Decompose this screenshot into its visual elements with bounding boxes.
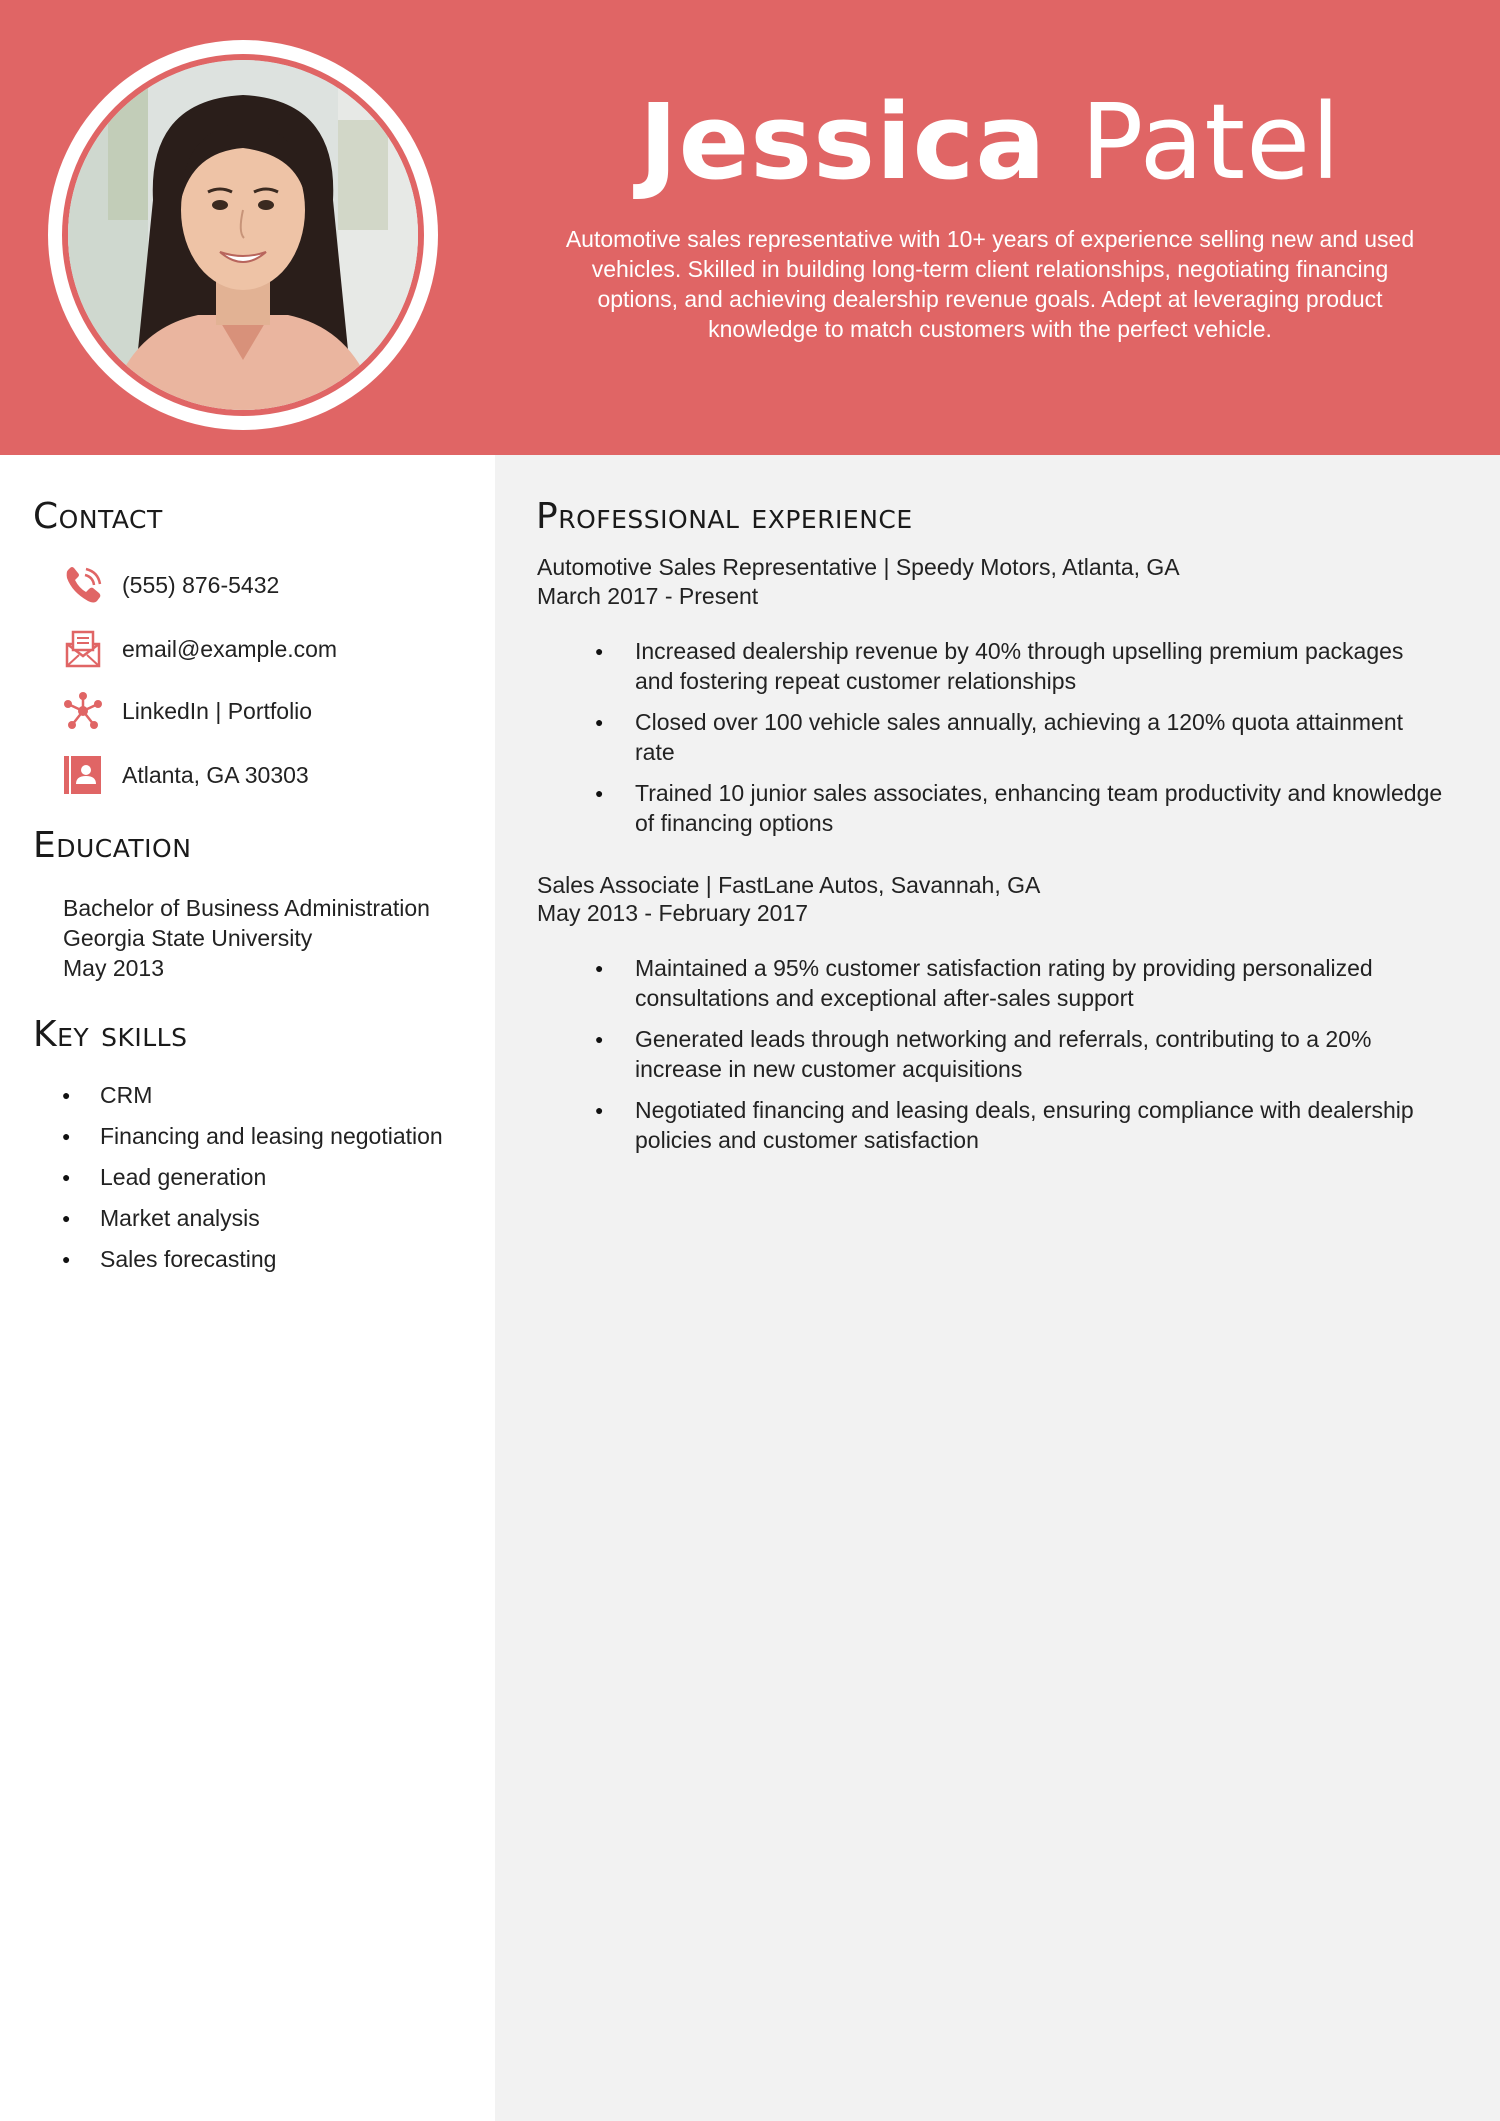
degree: Bachelor of Business Administration xyxy=(63,895,430,921)
profile-photo-frame xyxy=(48,40,438,430)
list-item: ● Negotiated financing and leasing deals, ensuring compliance with dealership policies and customer satisfaction xyxy=(595,1095,1445,1155)
job-dates: March 2017 - Present xyxy=(537,583,759,609)
network-icon xyxy=(62,690,104,732)
list-item: ● Market analysis xyxy=(62,1203,443,1244)
list-item: ● Maintained a 95% customer satisfaction rating by providing personalized consultations and exceptional after-sales support xyxy=(595,953,1445,1013)
contact-email xyxy=(62,628,482,672)
email-icon xyxy=(62,628,104,670)
school: Georgia State University xyxy=(63,925,313,951)
list-item: ● Closed over 100 vehicle sales annually, achieving a 120% quota attainment rate xyxy=(595,707,1445,767)
list-item: ● Lead generation xyxy=(62,1162,443,1203)
phone-number: (555) 876-5432 xyxy=(122,572,280,598)
header-banner xyxy=(0,0,1500,455)
profile-summary: Automotive sales representative with 10+ years of experience selling new and used vehicles. Skilled in building long-term client relationships, negotiating financing options, and achieving dealership revenue goals. Adept at leveraging product knowledge to match customers with the perfect vehicle. xyxy=(565,226,1415,342)
contact-phone xyxy=(62,564,482,608)
graduation-date: May 2013 xyxy=(63,955,165,981)
location: Atlanta, GA 30303 xyxy=(122,762,309,788)
linkedin-portfolio: LinkedIn | Portfolio xyxy=(122,698,313,724)
contact-linkedin xyxy=(62,690,482,734)
phone-icon xyxy=(62,564,104,606)
job-title: Sales Associate | FastLane Autos, Savannah, GA xyxy=(537,872,1041,898)
job-title: Automotive Sales Representative | Speedy Motors, Atlanta, GA xyxy=(537,554,1180,580)
profile-photo xyxy=(68,60,418,410)
education-heading: Education xyxy=(33,825,192,866)
list-item: ● CRM xyxy=(62,1080,443,1121)
list-item: ● Trained 10 junior sales associates, enhancing team productivity and knowledge of financing options xyxy=(595,778,1445,838)
job-dates: May 2013 - February 2017 xyxy=(537,900,809,926)
last-name: Patel xyxy=(1080,81,1341,203)
list-item: ● Sales forecasting xyxy=(62,1244,443,1285)
list-item: ● Financing and leasing negotiation xyxy=(62,1121,443,1162)
list-item: ● Generated leads through networking and referrals, contributing to a 20% increase in new customer acquisitions xyxy=(595,1024,1445,1084)
job-bullets xyxy=(595,953,1445,1166)
address-book-icon xyxy=(62,754,104,796)
first-name: Jessica xyxy=(638,81,1047,203)
contact-address xyxy=(62,754,482,798)
email-address: email@example.com xyxy=(122,636,338,662)
list-item: ● Increased dealership revenue by 40% through upselling premium packages and fostering repeat customer relationships xyxy=(595,636,1445,696)
job-bullets xyxy=(595,636,1445,849)
experience-heading: Professional experience xyxy=(536,496,913,537)
skills-list xyxy=(62,1080,443,1285)
contact-heading: Contact xyxy=(33,496,163,537)
skills-heading: Key skills xyxy=(33,1014,188,1055)
candidate-name xyxy=(560,82,1420,202)
